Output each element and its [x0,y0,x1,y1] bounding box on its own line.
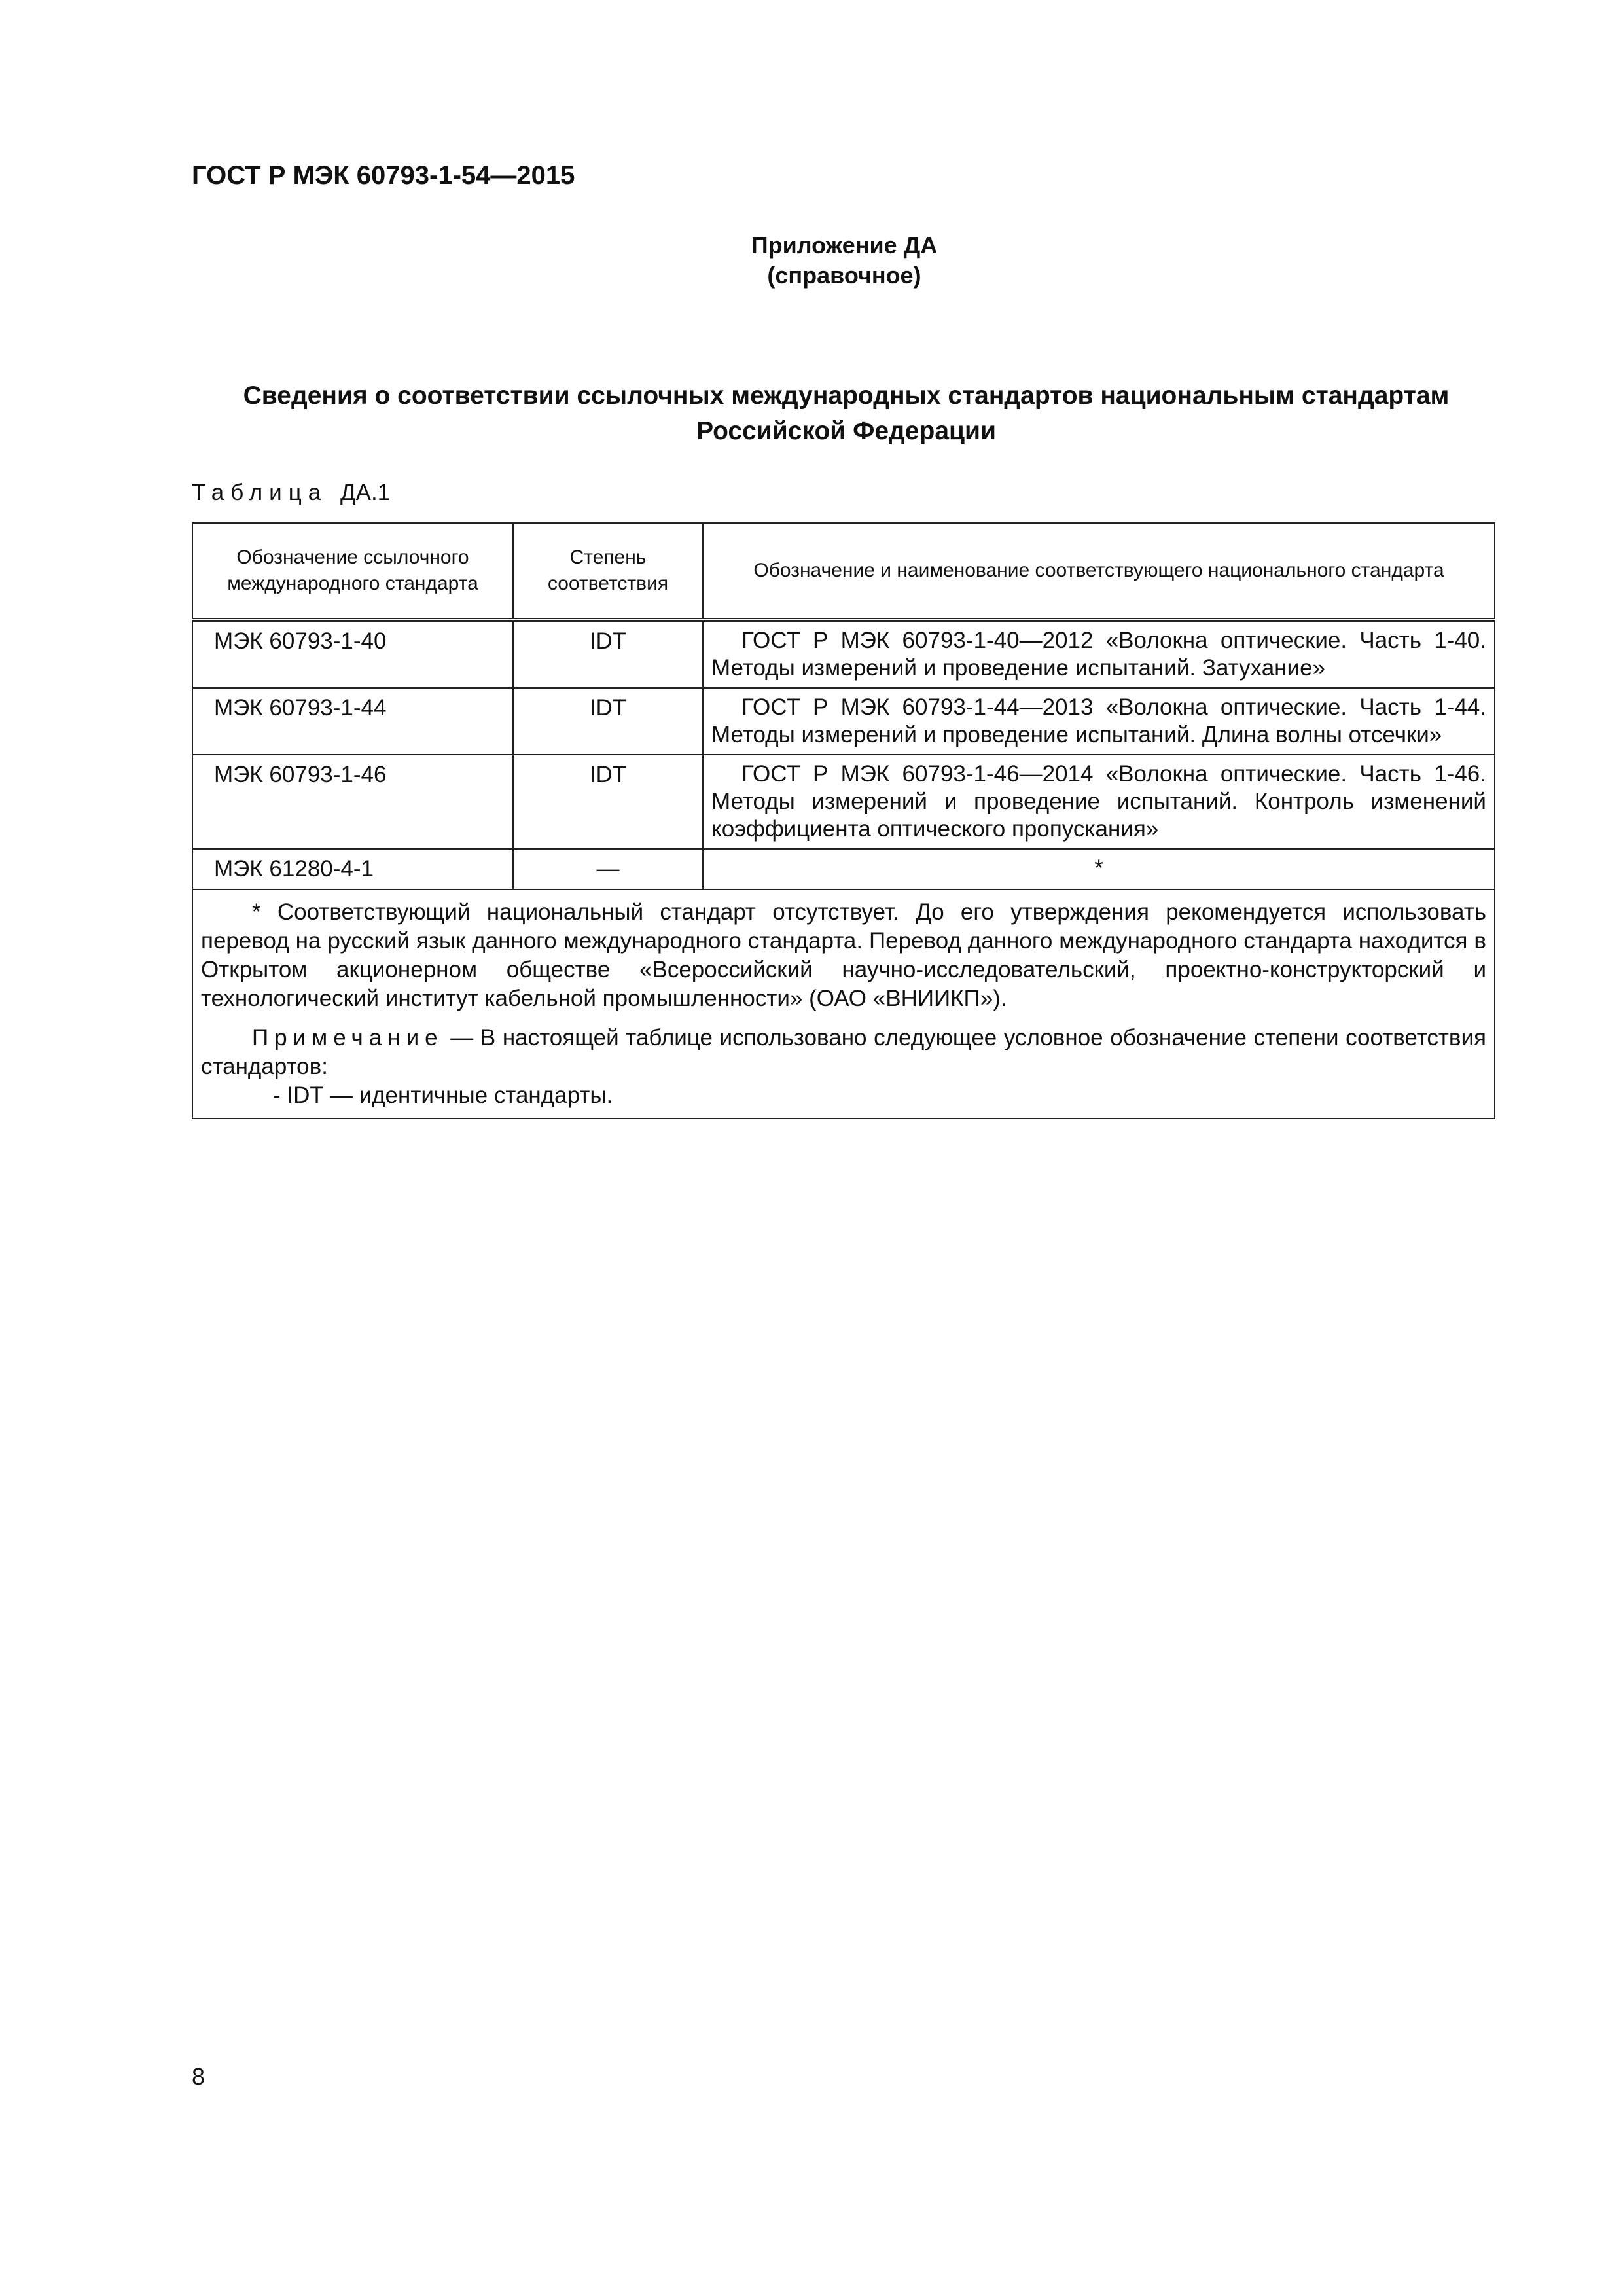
page-number: 8 [192,2063,205,2090]
table-caption-label: Таблица [192,480,328,505]
degree-cell: — [513,849,703,889]
degree-cell: IDT [513,688,703,755]
appendix-subtitle: (справочное) [767,262,921,289]
table-footer-row [192,889,1495,1119]
section-heading-line-2: Российской Федерации [696,417,996,445]
table-row [192,620,1495,688]
reference-cell: МЭК 61280-4-1 [192,849,513,889]
degree-cell: IDT [513,620,703,688]
table-header-row [192,523,1495,620]
degree-cell: IDT [513,755,703,849]
national-standard-cell [703,620,1495,688]
appendix-title: Приложение ДА [751,232,938,259]
national-standard-text: ГОСТ Р МЭК 60793-1-44—2013 «Волокна оптические. Часть 1-44. Методы измерений и проведение испытаний. Длина волны отсечки» [711,694,1486,747]
note-text: — В настоящей таблице использовано следующее условное обозначение степени соответствия стандартов: [201,1025,1486,1079]
note-item: - IDT — идентичные стандарты. [273,1083,613,1108]
footnote-text: * Соответствующий национальный стандарт отсутствует. До его утверждения рекомендуется использовать перевод на русский язык данного международного стандарта. Перевод данного международного стандарта находится в Открытом акционерном обществе «Всероссийский научно-исследовательский, проектно-конструкторский и технологический институт кабельной промышленности» (ОАО «ВНИИКП»). [201,899,1486,1011]
national-standard-cell: * [703,849,1495,889]
appendix-heading [654,230,1034,291]
table-row [192,755,1495,849]
standards-table [192,522,1495,1119]
column-header-degree: Степень соответствия [513,523,703,620]
table-caption-number: ДА.1 [340,480,391,505]
national-standard-cell [703,688,1495,755]
section-heading [192,378,1501,449]
table-row [192,688,1495,755]
table-footer-cell [192,889,1495,1119]
note-label: Примечание [252,1025,444,1050]
reference-cell: МЭК 60793-1-44 [192,688,513,755]
column-header-national: Обозначение и наименование соответствующего национального стандарта [703,523,1495,620]
document-code: ГОСТ Р МЭК 60793-1-54—2015 [192,161,575,190]
reference-cell: МЭК 60793-1-40 [192,620,513,688]
note-paragraph [201,1024,1486,1081]
national-standard-text: ГОСТ Р МЭК 60793-1-46—2014 «Волокна оптические. Часть 1-46. Методы измерений и проведение испытаний. Контроль изменений коэффициента оптического пропускания» [711,761,1486,842]
column-header-reference: Обозначение ссылочного международного стандарта [192,523,513,620]
table-row [192,849,1495,889]
table-caption [192,480,390,506]
national-standard-cell [703,755,1495,849]
section-heading-line-1: Сведения о соответствии ссылочных международных стандартов национальным стандартам [243,382,1450,410]
national-standard-text: ГОСТ Р МЭК 60793-1-40—2012 «Волокна оптические. Часть 1-40. Методы измерений и проведение испытаний. Затухание» [711,628,1486,681]
reference-cell: МЭК 60793-1-46 [192,755,513,849]
